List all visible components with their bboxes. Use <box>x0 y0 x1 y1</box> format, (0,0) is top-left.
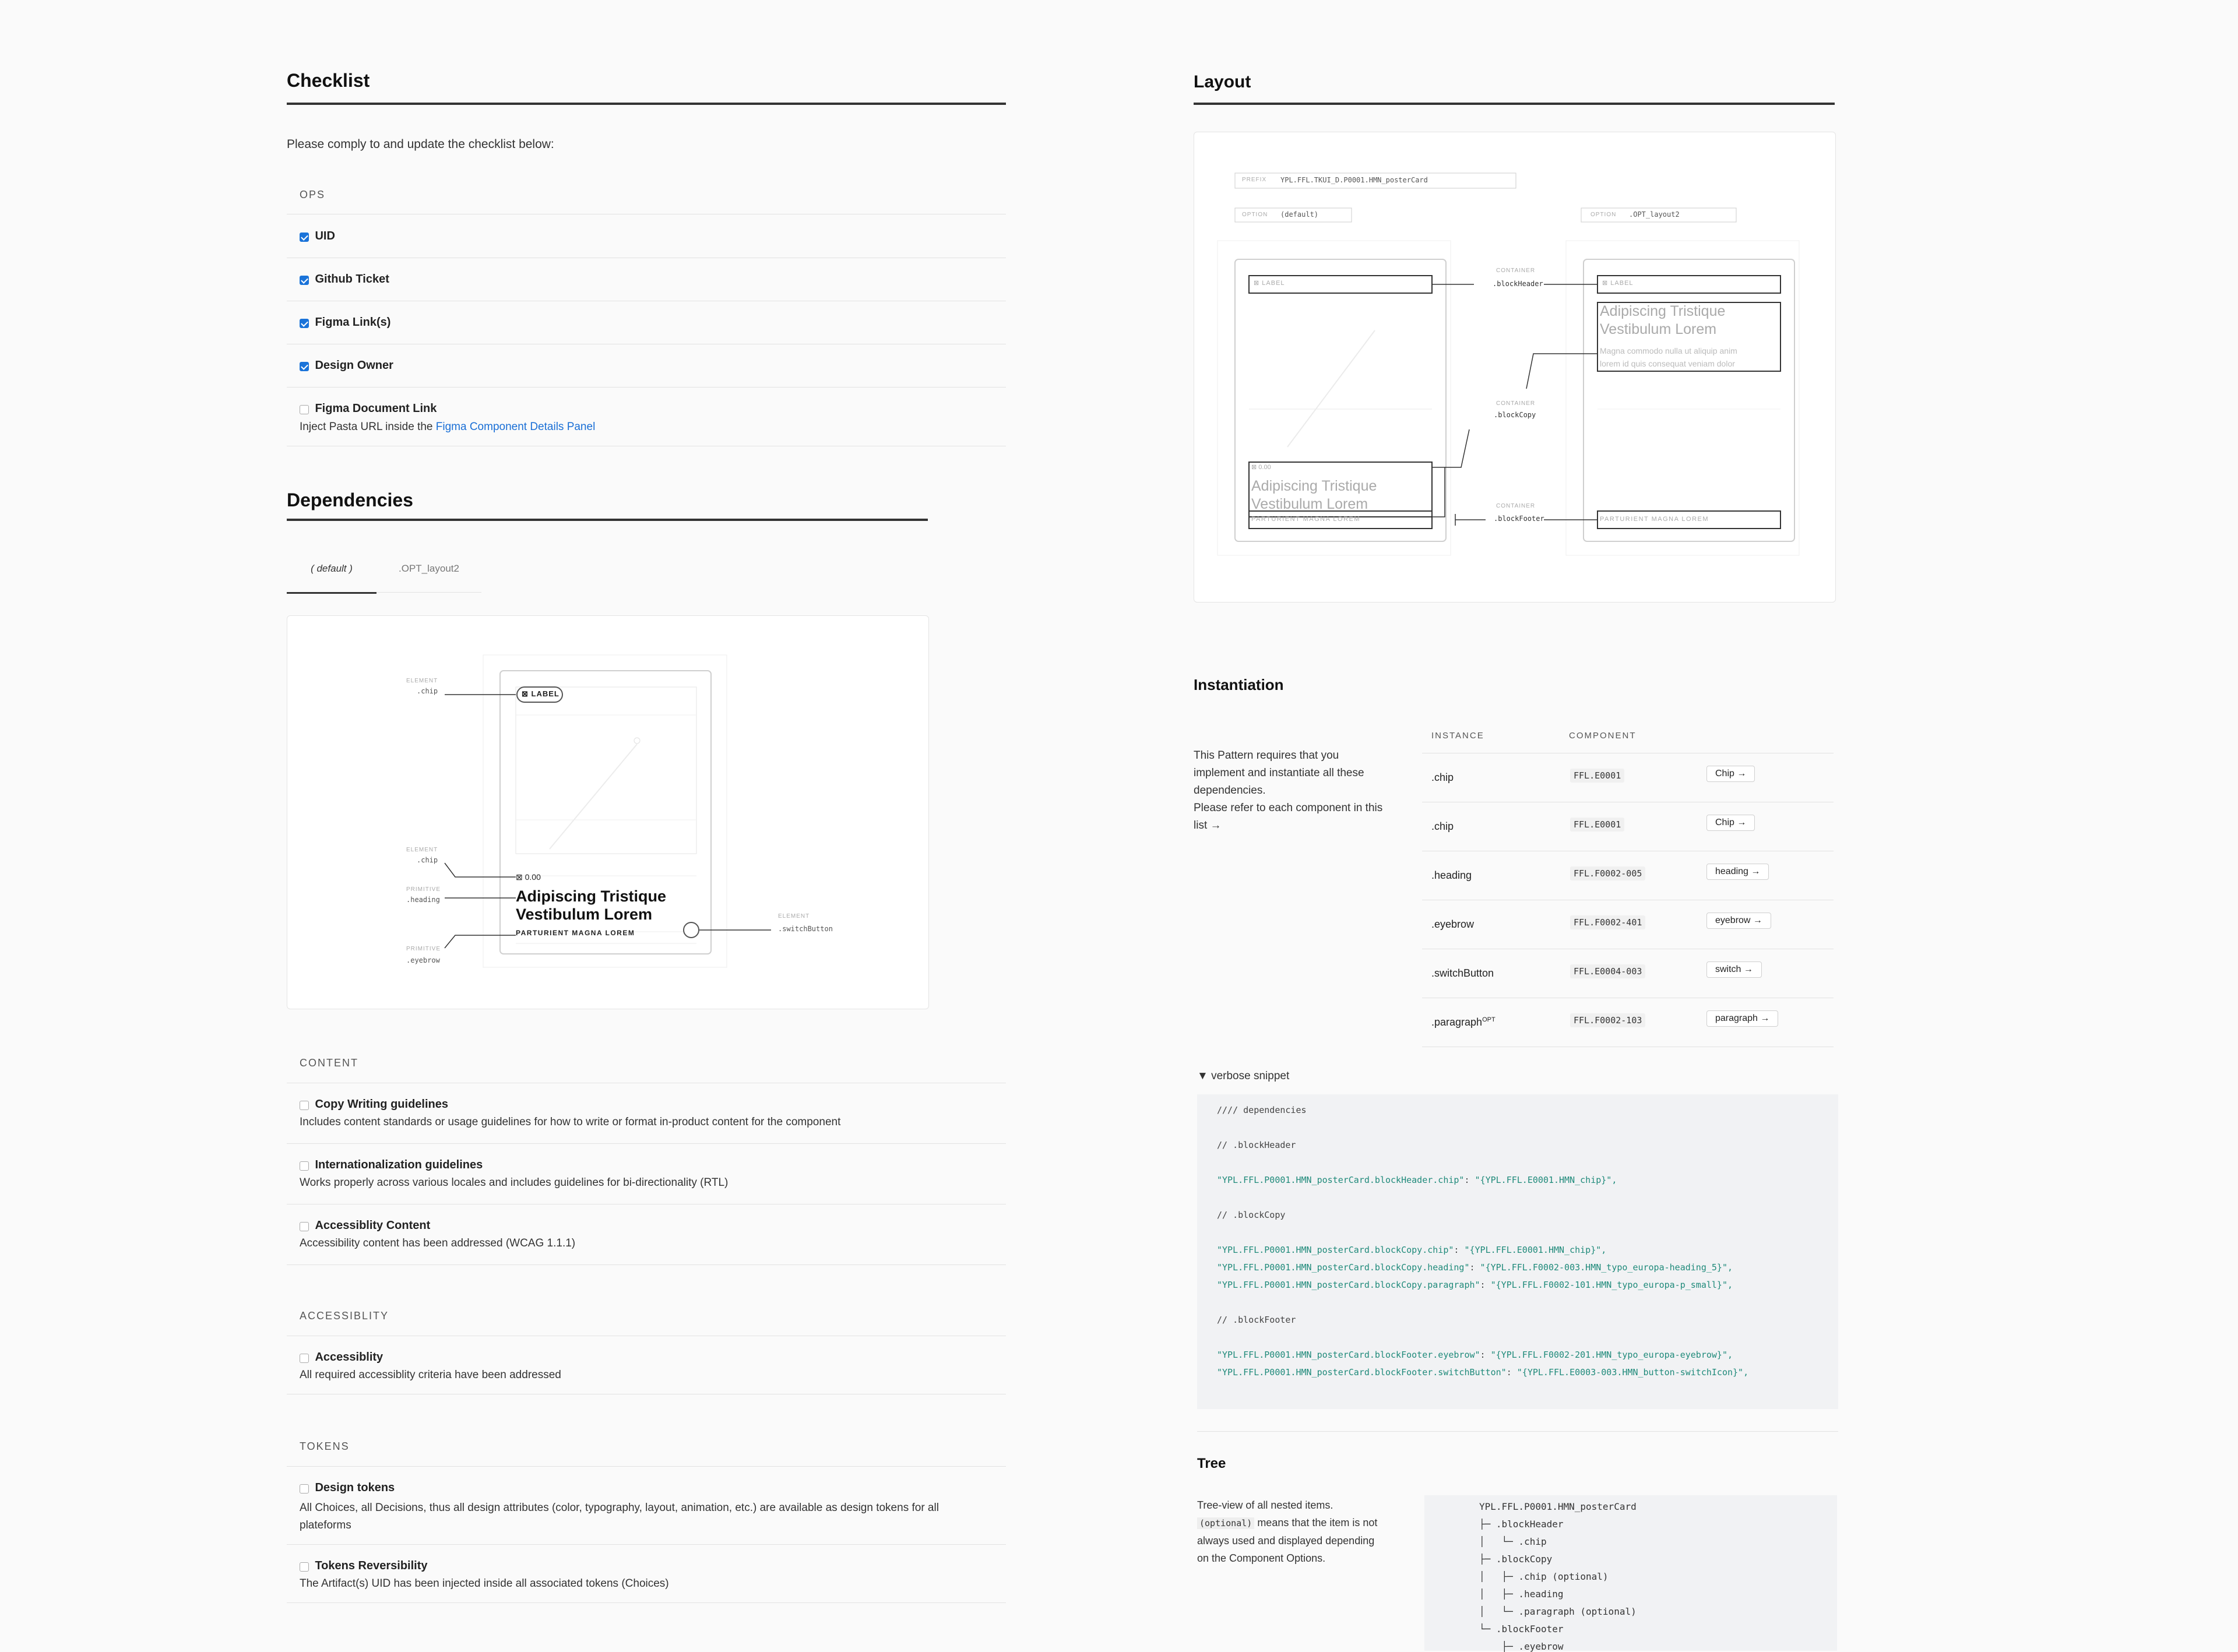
heading-line: Vestibulum Lorem <box>516 906 653 923</box>
chip-layout2 <box>1602 279 1634 287</box>
table-row <box>1422 753 1834 802</box>
annotation-name: .heading <box>406 896 440 904</box>
code-comment: // .blockFooter <box>1217 1315 1296 1325</box>
option-value: .OPT_layout2 <box>1629 210 1680 219</box>
checkbox[interactable] <box>300 1354 309 1363</box>
content-section-label: CONTENT <box>300 1057 358 1069</box>
tree-node: │ ├─ .chip (optional) <box>1479 1571 1609 1582</box>
table-row <box>1422 998 1834 1047</box>
divider <box>287 1466 1006 1467</box>
checklist-item-uid[interactable] <box>300 230 335 243</box>
checkbox[interactable] <box>300 276 309 285</box>
code-snippet-block <box>1197 1094 1838 1409</box>
component-code: FFL.E0001 <box>1570 769 1624 783</box>
layout-eyebrow-default: PARTURIENT MAGNA LOREM <box>1251 516 1361 523</box>
container-tag: CONTAINER <box>1496 267 1536 274</box>
description-line: always used and displayed depending <box>1197 1535 1375 1547</box>
description-line: plateforms <box>300 1519 351 1531</box>
code-comment: // .blockCopy <box>1217 1210 1286 1220</box>
dependencies-diagram-panel <box>287 615 929 1009</box>
item-description: Includes content standards or usage guidelines for how to write or format in-product content for the component <box>300 1116 841 1128</box>
dependencies-diagram <box>287 616 928 1009</box>
layout-paragraph <box>1600 344 1737 370</box>
tab-default[interactable] <box>287 558 376 594</box>
annotation-name: .chip <box>417 856 438 864</box>
code-entry: "YPL.FFL.P0001.HMN_posterCard.blockCopy.chip": "{YPL.FFL.E0001.HMN_chip}", <box>1217 1245 1607 1255</box>
tree-node: ├─ .blockHeader <box>1479 1519 1564 1530</box>
description-line: on the Component Options. <box>1197 1552 1326 1564</box>
eyebrow-link-button[interactable]: eyebrow → <box>1706 913 1771 929</box>
description-text: means that the item is not <box>1254 1517 1378 1528</box>
table-row <box>1422 851 1834 900</box>
item-title: Design tokens <box>315 1481 395 1494</box>
item-title: Figma Document Link <box>315 402 437 415</box>
code-comment: //// dependencies <box>1217 1105 1307 1115</box>
card-heading <box>516 887 666 924</box>
heading-link-button[interactable]: heading → <box>1706 864 1769 880</box>
heading-line: Adipiscing Tristique <box>516 887 667 905</box>
code-value: "{YPL.FFL.F0002-003.HMN_typo_europa-heading_5}", <box>1480 1262 1733 1273</box>
code-value: "{YPL.FFL.E0003-003.HMN_button-switchIcon}", <box>1516 1367 1749 1378</box>
image-icon: ⊠ <box>1254 280 1260 287</box>
tree-node: └─ .blockFooter <box>1479 1623 1564 1635</box>
checklist-item-tokens-reversibility[interactable] <box>300 1559 428 1573</box>
paragraph-line: Magna commodo nulla ut aliquip anim <box>1600 346 1737 355</box>
description-line: implement and instantiate all these <box>1194 767 1364 779</box>
layout-heading-layout2 <box>1600 302 1725 339</box>
prefix-tag: PREFIX <box>1242 177 1267 183</box>
heading-line: Adipiscing Tristique <box>1251 478 1377 494</box>
checklist-item-figma-document-link[interactable] <box>300 402 437 415</box>
chip-link-button[interactable]: Chip → <box>1706 815 1755 831</box>
accessibility-section-label: ACCESSIBLITY <box>300 1310 389 1322</box>
code-entry: "YPL.FFL.P0001.HMN_posterCard.blockCopy.heading": "{YPL.FFL.F0002-003.HMN_typo_europa-heading_5}", <box>1217 1262 1733 1273</box>
code-key: "YPL.FFL.P0001.HMN_posterCard.blockCopy.paragraph" <box>1217 1280 1480 1290</box>
image-icon: ⊠ <box>1602 280 1609 287</box>
tree-node: │ ├─ .heading <box>1479 1588 1564 1600</box>
layout-rule <box>1194 103 1835 105</box>
item-title: Accessiblity Content <box>315 1219 431 1232</box>
checklist-item-internationalization[interactable] <box>300 1158 483 1172</box>
item-title: Accessiblity <box>315 1351 383 1364</box>
checkbox[interactable] <box>300 1562 309 1572</box>
heading-line: Vestibulum Lorem <box>1600 321 1717 337</box>
heading-line: Vestibulum Lorem <box>1251 496 1368 512</box>
component-code: FFL.E0001 <box>1570 818 1624 832</box>
container-tag: CONTAINER <box>1496 400 1536 407</box>
layout-title: Layout <box>1194 72 1251 91</box>
checkbox[interactable] <box>300 233 309 242</box>
chip-default <box>1254 279 1285 287</box>
table-row <box>1422 802 1834 851</box>
code-key: "YPL.FFL.P0001.HMN_posterCard.blockFooter.switchButton" <box>1217 1367 1507 1378</box>
item-description <box>300 421 595 434</box>
checklist-title: Checklist <box>287 70 370 91</box>
instance-name: .switchButton <box>1431 967 1494 979</box>
image-icon: ⊠ <box>522 689 529 698</box>
item-title: Copy Writing guidelines <box>315 1098 448 1111</box>
container-name: .blockFooter <box>1494 515 1544 523</box>
component-code: FFL.F0002-401 <box>1570 915 1645 929</box>
tab-opt-layout2[interactable] <box>376 558 481 593</box>
description-line: list → <box>1194 819 1222 832</box>
code-value: "{YPL.FFL.F0002-101.HMN_typo_europa-p_small}", <box>1490 1280 1733 1290</box>
switch-button-circle <box>684 922 699 938</box>
divider <box>287 1544 1006 1545</box>
checklist-item-accessibility-content[interactable] <box>300 1219 430 1232</box>
table-row <box>1422 949 1834 998</box>
checklist-rule <box>287 103 1006 105</box>
tree-node: YPL.FFL.P0001.HMN_posterCard <box>1479 1501 1637 1512</box>
option-tag: OPTION <box>1590 212 1617 218</box>
layout-card-layout2 <box>1584 259 1794 541</box>
item-title: Internationalization guidelines <box>315 1158 483 1171</box>
divider <box>287 1143 1006 1144</box>
item-title: Github Ticket <box>315 273 389 286</box>
code-entry: "YPL.FFL.P0001.HMN_posterCard.blockHeader.chip": "{YPL.FFL.E0001.HMN_chip}", <box>1217 1175 1617 1185</box>
code-entry: "YPL.FFL.P0001.HMN_posterCard.blockCopy.paragraph": "{YPL.FFL.F0002-101.HMN_typo_europa-p_small}", <box>1217 1280 1733 1290</box>
switch-link-button[interactable]: switch → <box>1706 961 1762 978</box>
chip-label: LABEL <box>1610 280 1634 287</box>
description-text: Inject Pasta URL inside the <box>300 421 436 433</box>
container-name: .blockCopy <box>1494 411 1536 419</box>
code-entry: "YPL.FFL.P0001.HMN_posterCard.blockFooter.switchButton": "{YPL.FFL.E0003-003.HMN_button-switchIcon}", <box>1217 1367 1749 1378</box>
checkbox[interactable] <box>300 362 309 371</box>
container-name: .blockHeader <box>1493 280 1543 288</box>
prefix-value: YPL.FFL.TKUI_D.P0001.HMN_posterCard <box>1280 176 1428 184</box>
layout-eyebrow-layout2: PARTURIENT MAGNA LOREM <box>1600 516 1709 523</box>
image-icon: ⊠ <box>1251 464 1257 471</box>
code-key: "YPL.FFL.P0001.HMN_posterCard.blockCopy.chip" <box>1217 1245 1454 1255</box>
annotation-tag: PRIMITIVE <box>406 886 441 893</box>
component-code: FFL.F0002-005 <box>1570 866 1645 880</box>
checkbox[interactable] <box>300 1222 309 1231</box>
instance-name: .chip <box>1431 772 1454 783</box>
annotation-tag: ELEMENT <box>406 678 438 684</box>
tree-node: │ └─ .paragraph (optional) <box>1479 1606 1637 1617</box>
price-chip <box>1251 463 1271 471</box>
code-value: "{YPL.FFL.E0001.HMN_chip}", <box>1475 1175 1617 1185</box>
component-code: FFL.E0004-003 <box>1570 964 1645 978</box>
tree-node: ├─ .blockCopy <box>1479 1554 1553 1565</box>
item-title: Design Owner <box>315 359 393 372</box>
option-tag: OPTION <box>1242 212 1268 218</box>
tree-node: │ └─ .chip <box>1479 1536 1547 1547</box>
annotation-name: .chip <box>417 687 438 695</box>
tree-description <box>1197 1496 1419 1567</box>
checkbox[interactable] <box>300 405 309 414</box>
annotation-name: .eyebrow <box>406 956 440 964</box>
card-eyebrow: PARTURIENT MAGNA LOREM <box>516 929 635 937</box>
instance-name: .heading <box>1431 869 1472 881</box>
dependencies-title: Dependencies <box>287 489 413 510</box>
item-description: The Artifact(s) UID has been injected inside all associated tokens (Choices) <box>300 1577 669 1590</box>
description-line <box>1197 1514 1419 1532</box>
code-key: "YPL.FFL.P0001.HMN_posterCard.blockFooter.eyebrow" <box>1217 1350 1480 1360</box>
instance-name: .chip <box>1431 820 1454 832</box>
description-line: Tree-view of all nested items. <box>1197 1499 1333 1511</box>
paragraph-line: lorem id quis consequat veniam dolor <box>1600 359 1735 368</box>
figma-component-details-link[interactable]: Figma Component Details Panel <box>435 421 596 433</box>
dependencies-rule <box>287 519 928 521</box>
chip-label: LABEL <box>1262 280 1285 287</box>
code-key: "YPL.FFL.P0001.HMN_posterCard.blockCopy.heading" <box>1217 1262 1470 1273</box>
tree-view-block <box>1424 1495 1837 1651</box>
price-chip <box>516 872 541 882</box>
option-value: (default) <box>1280 210 1319 219</box>
divider <box>287 1602 1006 1603</box>
tab-label: ( default ) <box>311 563 353 574</box>
divider <box>287 387 1006 388</box>
component-code: FFL.F0002-103 <box>1570 1013 1645 1027</box>
annotation-tag: ELEMENT <box>778 913 810 920</box>
checklist-item-github-ticket[interactable] <box>300 273 389 286</box>
item-title: UID <box>315 230 335 242</box>
description-line: This Pattern requires that you <box>1194 749 1339 762</box>
instance-label: .paragraph <box>1431 1016 1483 1028</box>
container-tag: CONTAINER <box>1496 503 1536 509</box>
checklist-item-figma-links[interactable] <box>300 316 390 329</box>
chip <box>522 689 560 699</box>
tab-label: .OPT_layout2 <box>399 563 459 574</box>
item-description: All required accessiblity criteria have been addressed <box>300 1369 561 1381</box>
instance-name <box>1431 1016 1495 1028</box>
layout-diagram <box>1194 132 1835 602</box>
annotation-name: .switchButton <box>778 925 833 933</box>
code-entry: "YPL.FFL.P0001.HMN_posterCard.blockFooter.eyebrow": "{YPL.FFL.F0002-201.HMN_typo_europa-eyebrow}", <box>1217 1350 1733 1360</box>
checkbox[interactable] <box>300 1161 309 1171</box>
ops-section-label: OPS <box>300 189 326 200</box>
verbose-snippet-toggle[interactable]: ▼ verbose snippet <box>1197 1070 1290 1082</box>
code-value: "{YPL.FFL.F0002-201.HMN_typo_europa-eyebrow}", <box>1490 1350 1733 1360</box>
tokens-section-label: TOKENS <box>300 1440 350 1452</box>
component-column-header: COMPONENT <box>1569 731 1637 741</box>
optional-superscript: OPT <box>1482 1016 1495 1023</box>
checklist-item-copy-writing[interactable] <box>300 1098 448 1111</box>
image-icon: ⊠ <box>516 872 523 882</box>
description-line: All Choices, all Decisions, thus all design attributes (color, typography, layout, animation, etc.) are available as design tokens for all <box>300 1502 939 1514</box>
table-row <box>1422 900 1834 949</box>
instantiation-description <box>1194 747 1403 834</box>
paragraph-link-button[interactable]: paragraph → <box>1706 1010 1778 1027</box>
layout-heading-default <box>1251 477 1377 513</box>
code-comment: // .blockHeader <box>1217 1140 1296 1150</box>
code-value: "{YPL.FFL.E0001.HMN_chip}", <box>1464 1245 1607 1255</box>
code-key: "YPL.FFL.P0001.HMN_posterCard.blockHeader.chip" <box>1217 1175 1465 1185</box>
tree-node: ├─ .eyebrow <box>1479 1641 1564 1652</box>
divider <box>287 1264 1006 1265</box>
description-line: Please refer to each component in this <box>1194 802 1383 814</box>
item-title: Figma Link(s) <box>315 316 391 329</box>
chip-link-button[interactable]: Chip → <box>1706 766 1755 782</box>
checklist-item-accessibility[interactable] <box>300 1351 383 1364</box>
checklist-intro: Please comply to and update the checklist below: <box>287 138 554 151</box>
item-description <box>300 1499 999 1534</box>
description-line: dependencies. <box>1194 784 1266 797</box>
checkbox[interactable] <box>300 1484 309 1494</box>
item-title: Tokens Reversibility <box>315 1559 428 1572</box>
layout-diagram-panel <box>1194 132 1836 603</box>
instantiation-title: Instantiation <box>1194 676 1284 693</box>
instance-name: .eyebrow <box>1431 918 1475 930</box>
chip-label: LABEL <box>531 689 560 698</box>
annotation-tag: PRIMITIVE <box>406 946 441 952</box>
heading-line: Adipiscing Tristique <box>1600 303 1726 319</box>
checkbox[interactable] <box>300 1101 309 1110</box>
optional-code: (optional) <box>1197 1517 1254 1529</box>
tree-title: Tree <box>1197 1456 1226 1471</box>
divider <box>1197 1431 1838 1432</box>
item-description: Works properly across various locales and includes guidelines for bi-directionality (RTL) <box>300 1177 729 1189</box>
item-description: Accessibility content has been addressed (WCAG 1.1.1) <box>300 1237 576 1249</box>
checklist-item-design-tokens[interactable] <box>300 1481 395 1495</box>
annotation-tag: ELEMENT <box>406 847 438 853</box>
checklist-item-design-owner[interactable] <box>300 359 393 372</box>
instance-column-header: INSTANCE <box>1431 731 1484 741</box>
checkbox[interactable] <box>300 319 309 328</box>
price-label: 0.00 <box>525 872 541 882</box>
price-label: 0.00 <box>1258 464 1271 471</box>
